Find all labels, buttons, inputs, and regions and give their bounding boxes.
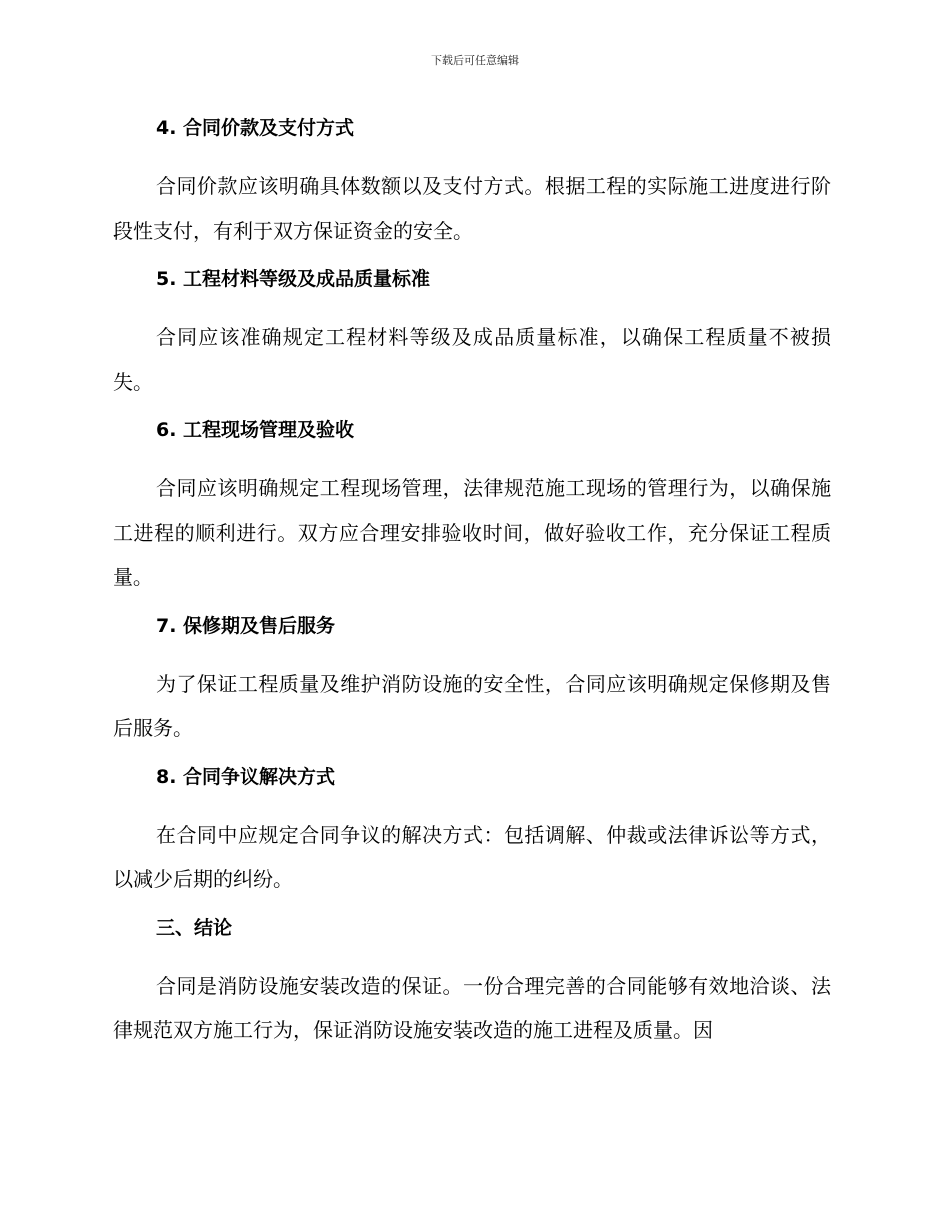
- section-heading-dispute-resolution: 8. 合同争议解决方式: [156, 765, 336, 788]
- section-heading-warranty: 7. 保修期及售后服务: [156, 614, 336, 637]
- section-heading-material-quality: 5. 工程材料等级及成品质量标准: [156, 268, 431, 290]
- section-heading-site-management: 6. 工程现场管理及验收: [156, 419, 355, 441]
- section-heading-conclusion: 三、结论: [156, 916, 233, 939]
- section-body-contract-price: 合同价款应该明确具体数额以及支付方式。根据工程的实际施工进度进行阶段性支付，有利于双方保证资金的安全。: [113, 174, 831, 243]
- section-body-material-quality: 合同应该准确规定工程材料等级及成品质量标准，以确保工程质量不被损失。: [113, 325, 831, 394]
- page-header: 下载后可任意编辑: [431, 54, 519, 67]
- section-body-dispute-resolution: 在合同中应规定合同争议的解决方式：包括调解、仲裁或法律诉讼等方式，以减少后期的纠纷。: [113, 822, 831, 891]
- section-body-conclusion: 合同是消防设施安装改造的保证。一份合理完善的合同能够有效地洽谈、法律规范双方施工行为，保证消防设施安装改造的施工进程及质量。因: [113, 973, 831, 1042]
- section-heading-contract-price: 4. 合同价款及支付方式: [156, 117, 355, 139]
- document-body: [113, 112, 831, 1063]
- section-body-site-management: 合同应该明确规定工程现场管理，法律规范施工现场的管理行为，以确保施工进程的顺利进行。双方应合理安排验收时间，做好验收工作，充分保证工程质量。: [113, 476, 831, 589]
- section-body-warranty: 为了保证工程质量及维护消防设施的安全性，合同应该明确规定保修期及售后服务。: [113, 671, 831, 740]
